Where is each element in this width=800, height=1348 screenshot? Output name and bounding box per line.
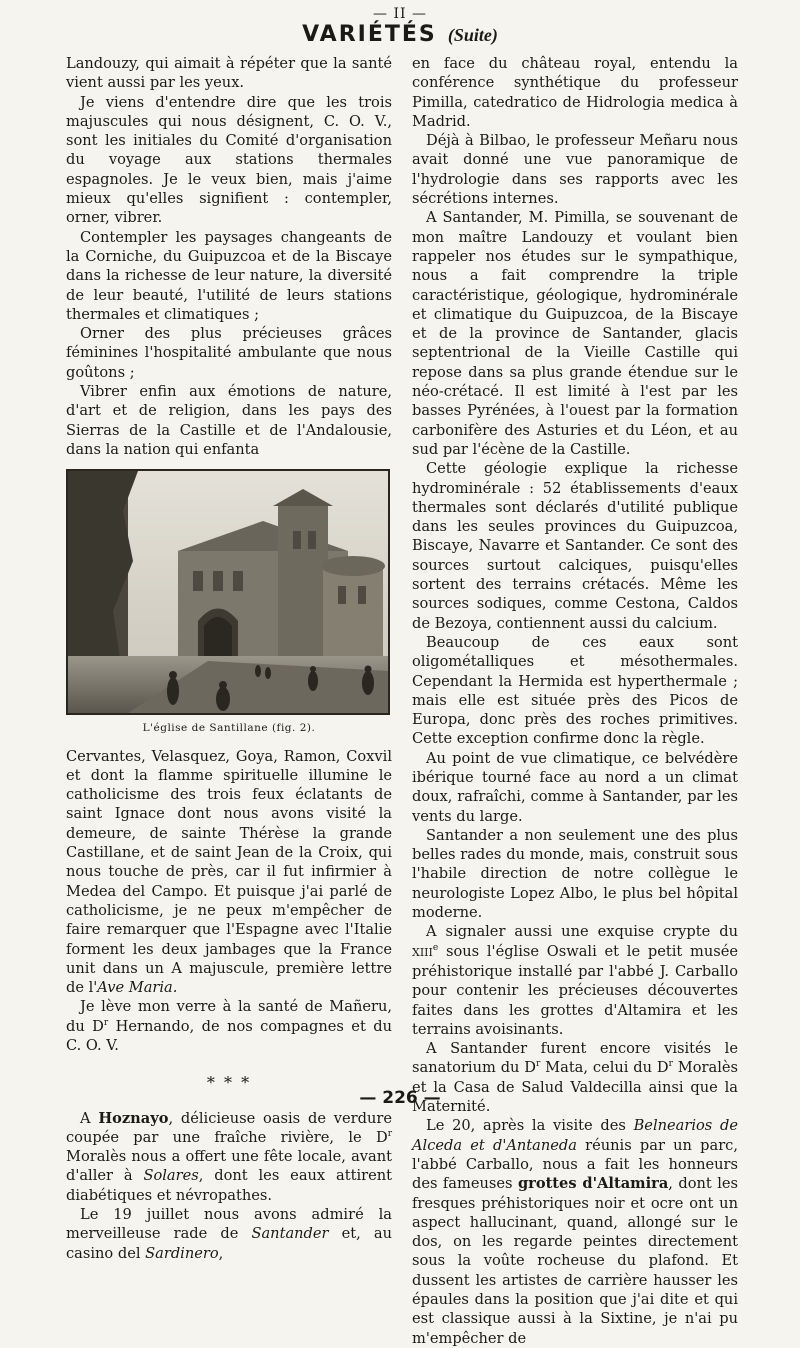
superscript: e (432, 942, 439, 953)
superscript: r (668, 1059, 673, 1070)
text-run: Mata, celui du D (540, 1059, 669, 1077)
text-run: et, au casino del (66, 1225, 392, 1262)
text-run: , (218, 1244, 224, 1262)
text-run: Moralès nous a offert une fête locale, avant d'aller à (66, 1148, 392, 1185)
left-column (66, 54, 392, 1263)
paragraph: Au point de vue climatique, ce belvédère ibérique tourné face au nord a un climat doux, rafraîchi, comme à Santander, par les vents du large. (412, 749, 738, 825)
page-number: — 226 — (359, 1088, 441, 1108)
century-numeral: XIII (412, 945, 433, 959)
paragraph: Contempler les paysages changeants de la Corniche, du Guipuzcoa et de la Biscaye dans la richesse de leur nature, la diversité de leur beauté, l'utilité de leurs stations thermales et climatiques ; (66, 228, 392, 323)
church-illustration (68, 471, 388, 713)
text-run: , délicieuse oasis de verdure coupée par une fraîche rivière, le D (66, 1109, 392, 1146)
figure-caption: L'église de Santillane (fig. 2). (142, 722, 316, 735)
paragraph: en face du château royal, entendu la conférence synthétique du professeur Pimilla, catedratico de Hidrologia medica à Madrid. (412, 55, 738, 130)
paragraph: Santander a non seulement une des plus belles rades du monde, mais, construit sous l'habile direction de notre collègue le neurologiste Lopez Albo, le plus bel hôpital moderne. (412, 826, 738, 922)
italic-text: Ave Maria. (97, 979, 178, 997)
text-run: Hernando, de nos compagnes et du C. O. V. (66, 1017, 392, 1054)
paragraph: Déjà à Bilbao, le professeur Meñaru nous avait donné une vue panoramique de l'hydrologie dans ses rapports avec les sécrétions internes. (412, 132, 738, 208)
paragraph: Je viens d'entendre dire que les trois majuscules qui nous désignent, C. O. V., sont les initiales du Comité d'organisation du voyage aux stations thermales espagnoles. Je le veux bien, mais j'aime mieux qu'elles signifient : contempler, orner, vibrer. (66, 93, 392, 227)
italic-text: Solares (143, 1167, 199, 1185)
section-subtitle: (Suite) (447, 25, 498, 45)
text-run: , dont les eaux attirent diabétiques et névropathes. (66, 1167, 393, 1204)
paragraph: Cette géologie explique la richesse hydrominérale : 52 établissements d'eaux thermales sont déclarés d'utilité publique dans les seules provinces du Guipuzcoa, Biscaye, Navarre et Santander. Ce sont des sources surtout calciques, puisqu'elles sortent des terrains crétacés. Même les sources sodiques, comme Cestona, Caldos de Bezoya, contiennent aussi du calcium. (412, 460, 738, 632)
text-run: réunis par un parc, l'abbé Carballo, nous a fait les honneurs des fameuses (412, 1136, 738, 1193)
text-run: A Santander furent encore visités le sanatorium du D (412, 1040, 738, 1077)
superscript: r (103, 1017, 109, 1028)
section-page-number: — II — (373, 6, 427, 22)
italic-text: Belnearios de Alceda et d'Antaneda (412, 1117, 738, 1154)
text-run: Cervantes, Velasquez, Goya, Ramon, Coxvil et dont la flamme spirituelle illumine le catholicisme des trois feux éclatants de saint Ignace dont nous avons visité la demeure, de sainte Thérèse la grande Castillane, et de saint Jean de la Croix, qui nous touche de près, car il fut infirmier à Medea del Campo. Et puisque j'ai parlé de catholicisme, je ne peux m'empêcher de faire remarquer que l'Espagne avec l'Italie forment les deux jambages que la France unit dans un A majuscule, première lettre de l' (66, 747, 392, 997)
section-separator: * * * (206, 1073, 252, 1093)
text-run: , dont les fresques préhistoriques noir et ocre ont un aspect hallucinant, quand, allongé sur le dos, on les regarde peintes directement sous la voûte rocheuse du plafond. Et dussent les artistes de carrière hausser les épaules dans la position que j'ai dite et qui est classique aussi à la Sixtine, je n'ai pu m'empêcher de (412, 1175, 738, 1347)
text-run: sous l'église Oswali et le petit musée préhistorique installé par l'abbé J. Carballo pour contenir les précieuses découvertes faites dans les grottes d'Altamira et les terrains avoisinants. (412, 942, 738, 1038)
paragraph (66, 1205, 392, 1263)
figure (66, 469, 392, 738)
paragraph: Beaucoup de ces eaux sont oligométalliques et mésothermales. Cependant la Hermida est hyperthermale ; mais elle est située près des Picos de Europa, donc près des roches primitives. Cette exception confirme donc la règle. (412, 633, 738, 748)
text-run: A (80, 1109, 99, 1127)
text-run: Le 20, après la visite des (426, 1117, 634, 1135)
superscript: r (387, 1129, 392, 1140)
paragraph (412, 1116, 738, 1348)
text-run: A signaler aussi une exquise crypte du (426, 923, 738, 941)
text-run: Je lève mon verre à la santé de Mañeru, du D (66, 998, 392, 1035)
paragraph: Orner des plus précieuses grâces féminines l'hospitalité ambulante que nous goûtons ; (66, 325, 392, 381)
bold-text: Hoznayo (98, 1109, 169, 1127)
italic-text: Santander (251, 1225, 329, 1243)
paragraph (66, 997, 392, 1055)
paragraph (412, 922, 738, 1039)
church-photo (66, 469, 390, 715)
paragraph: Landouzy, qui aimait à répéter que la santé vient aussi par les yeux. (66, 55, 392, 92)
superscript: r (536, 1059, 541, 1070)
bold-text: grottes d'Altamira (517, 1175, 669, 1193)
paragraph (66, 747, 392, 998)
paragraph: Vibrer enfin aux émotions de nature, d'art et de religion, dans les pays des Sierras de la Castille et de l'Andalousie, dans la nation qui enfanta (66, 383, 392, 458)
paragraph: A Santander, M. Pimilla, se souvenant de mon maître Landouzy et voulant bien rappeler nos études sur le sympathique, nous a fait comprendre la triple caractéristique, géologique, hydrominérale et climatique du Guipuzcoa, de la Biscaye et de la province de Santander, glacis septentrional de la Vieille Castille qui repose dans sa plus grande étendue sur le néo-crétacé. Il est limité à l'est par les basses Pyrénées, à l'ouest par la formation carbonifère des Asturies et du Léon, et au sud par l'écène de la Castille. (412, 209, 738, 458)
section-heading (0, 22, 800, 47)
section-title: VARIÉTÉS (302, 22, 437, 47)
text-run: Moralès et la Casa de Salud Valdecilla ainsi que la Maternité. (412, 1059, 739, 1116)
text-run: Le 19 juillet nous avons admiré la merveilleuse rade de (66, 1206, 392, 1243)
right-column (412, 54, 738, 1348)
italic-text: Sardinero (145, 1244, 219, 1262)
paragraph (66, 1109, 392, 1205)
